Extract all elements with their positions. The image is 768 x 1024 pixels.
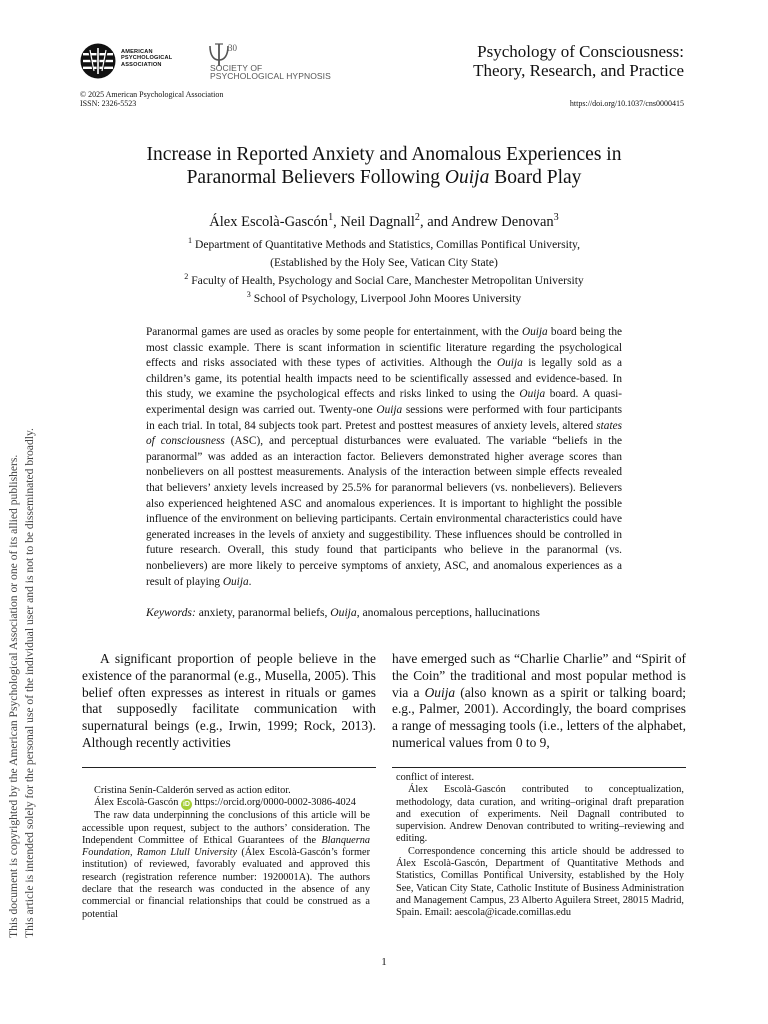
- footnotes-right: [396, 772, 684, 920]
- doi-link[interactable]: https://doi.org/10.1037/cns0000415: [569, 99, 684, 108]
- contributions-note: Álex Escolà-Gascón contributed to conceptualization, methodology, data curation, and writing–original draft preparation and execution of experiments. Neil Dagnall contributed to supervision. Andrew Denovan contributed to writing–reviewing and editing.: [396, 784, 684, 845]
- body-column-left: A significant proportion of people believe in the existence of the paranormal (e.g., Musella, 2005). This belief often expresses as interest in rituals or games that supposedly facilitate communication with supernatural beings (e.g., Irwin, 1999; Rock, 2013). Although recently activities: [82, 651, 376, 750]
- affiliations: $^1$ Department of Quantitative Methods and Statistics, Comillas Pontifical University, (Established by the Holy See, Vatican City State) $^2$ Faculty of Health, Psychology and Social Care, Manchester Metropolitan University $^3$ School of Psychology, Liverpool John Moores University: [184, 236, 584, 305]
- copyright-side-notice: This document is copyrighted by the American Psychological Association or one of its allied publishers. This article is intended solely for the personal use of the individual user and is not to be disseminated broadly.: [7, 428, 36, 938]
- page-number: 1: [381, 956, 387, 968]
- article-title: Increase in Reported Anxiety and Anomalous Experiences in Paranormal Believers Following Ouija Board Play: [146, 144, 622, 188]
- conflict-interest-note: conflict of interest.: [396, 772, 475, 783]
- author-list: Álex Escolà-Gascón$^1$, Neil Dagnall$^2$, and Andrew Denovan$^3$: [209, 212, 559, 230]
- keywords: Keywords: anxiety, paranormal beliefs, Ouija, anomalous perceptions, hallucinations: [146, 606, 540, 619]
- copyright-block: © 2025 American Psychological Association ISSN: 2326-5523: [80, 90, 224, 108]
- action-editor-note: Cristina Senín-Calderón served as action editor.: [94, 785, 291, 796]
- abstract: Paranormal games are used as oracles by some people for entertainment, with the Ouija board being the most classic example. There is scant information in scientific literature regarding the psychological effects and risks associated with these types of activities. Although the Ouija is legally sold as a children’s game, its potential health impacts need to be scientifically assessed and evidence-based. In this study, we examine the psychological effects and risks linked to using the Ouija board. A quasi-experimental design was carried out. Twenty-one Ouija sessions were performed with four participants in each trial. In total, 84 subjects took part. Pretest and posttest measures of anxiety levels, altered states of consciousness (ASC), and perceptual disturbances were evaluated. The variable “beliefs in the paranormal” was added as an interaction factor. Believers demonstrated higher average scores than nonbelievers on all posttest measurements. Analysis of the interaction between simple effects revealed that believers’ anxiety levels increased by 25.5% for paranormal believers (vs. nonbelievers). Believers also experienced heightened ASC and anomalous experiences. It is important to highlight the possible influence of the environment on believing participants. Certain environmental characteristics could have generated increases in the levels of anxiety and suggestibility. These influences should be controlled in future research. Overall, this study found that participants who believe in the paranormal (vs. nonbelievers) are more likely to perceive symptoms of anxiety, ASC, and anomalous experiences as a result of playing Ouija.: [146, 326, 622, 588]
- orcid-link[interactable]: https://orcid.org/0000-0002-3086-4024: [194, 797, 356, 809]
- journal-title: Psychology of Consciousness: Theory, Research, and Practice: [473, 42, 684, 80]
- data-availability-note: The raw data underpinning the conclusions of this article will be accessible upon request, subject to the authors’ consideration. The Independent Committee of Ethical Guarantees of the Blanquerna Foundation, Ramon Llull University (Álex Escolà-Gascón’s former institution) of reviewed, favorably evaluated and approved this research (registration reference number: 1920001A). The authors declare that the research was conducted in the absence of any commercial or financial relationships that could be construed as a potential: [82, 810, 370, 920]
- footnote-rule-left: [82, 767, 376, 768]
- footnotes-left: [82, 785, 370, 921]
- apa-logo: [80, 43, 116, 79]
- sph-anniversary-number: 30: [228, 43, 237, 53]
- orcid-line: Álex Escolà-Gascón iD https://orcid.org/0000-0002-3086-4024: [94, 797, 356, 809]
- sph-wordmark: SOCIETY OF PSYCHOLOGICAL HYPNOSIS: [210, 63, 331, 82]
- correspondence-note: Correspondence concerning this article should be addressed to Álex Escolà-Gascón, Department of Quantitative Methods and Statistics, Comillas Pontifical University, established by the Holy See, Vatican City State, Catholic Institute of Business Administration and Management Campus, 23 Alberto Aguilera Street, 28015 Madrid, Spain. Email: aescola@icade.comillas.edu: [396, 845, 684, 919]
- footnote-rule-right: [392, 767, 686, 768]
- apa-wordmark: AMERICAN PSYCHOLOGICAL ASSOCIATION: [121, 49, 173, 68]
- orcid-icon[interactable]: iD: [182, 801, 190, 809]
- body-column-right: have emerged such as “Charlie Charlie” and “Spirit of the Coin” the traditional and most popular method is via a Ouija (also known as a spirit or talking board; e.g., Palmer, 2001). Accordingly, the board comprises a range of messaging tools (i.e., letters of the alphabet, numerical values from 0 to 9,: [392, 651, 686, 750]
